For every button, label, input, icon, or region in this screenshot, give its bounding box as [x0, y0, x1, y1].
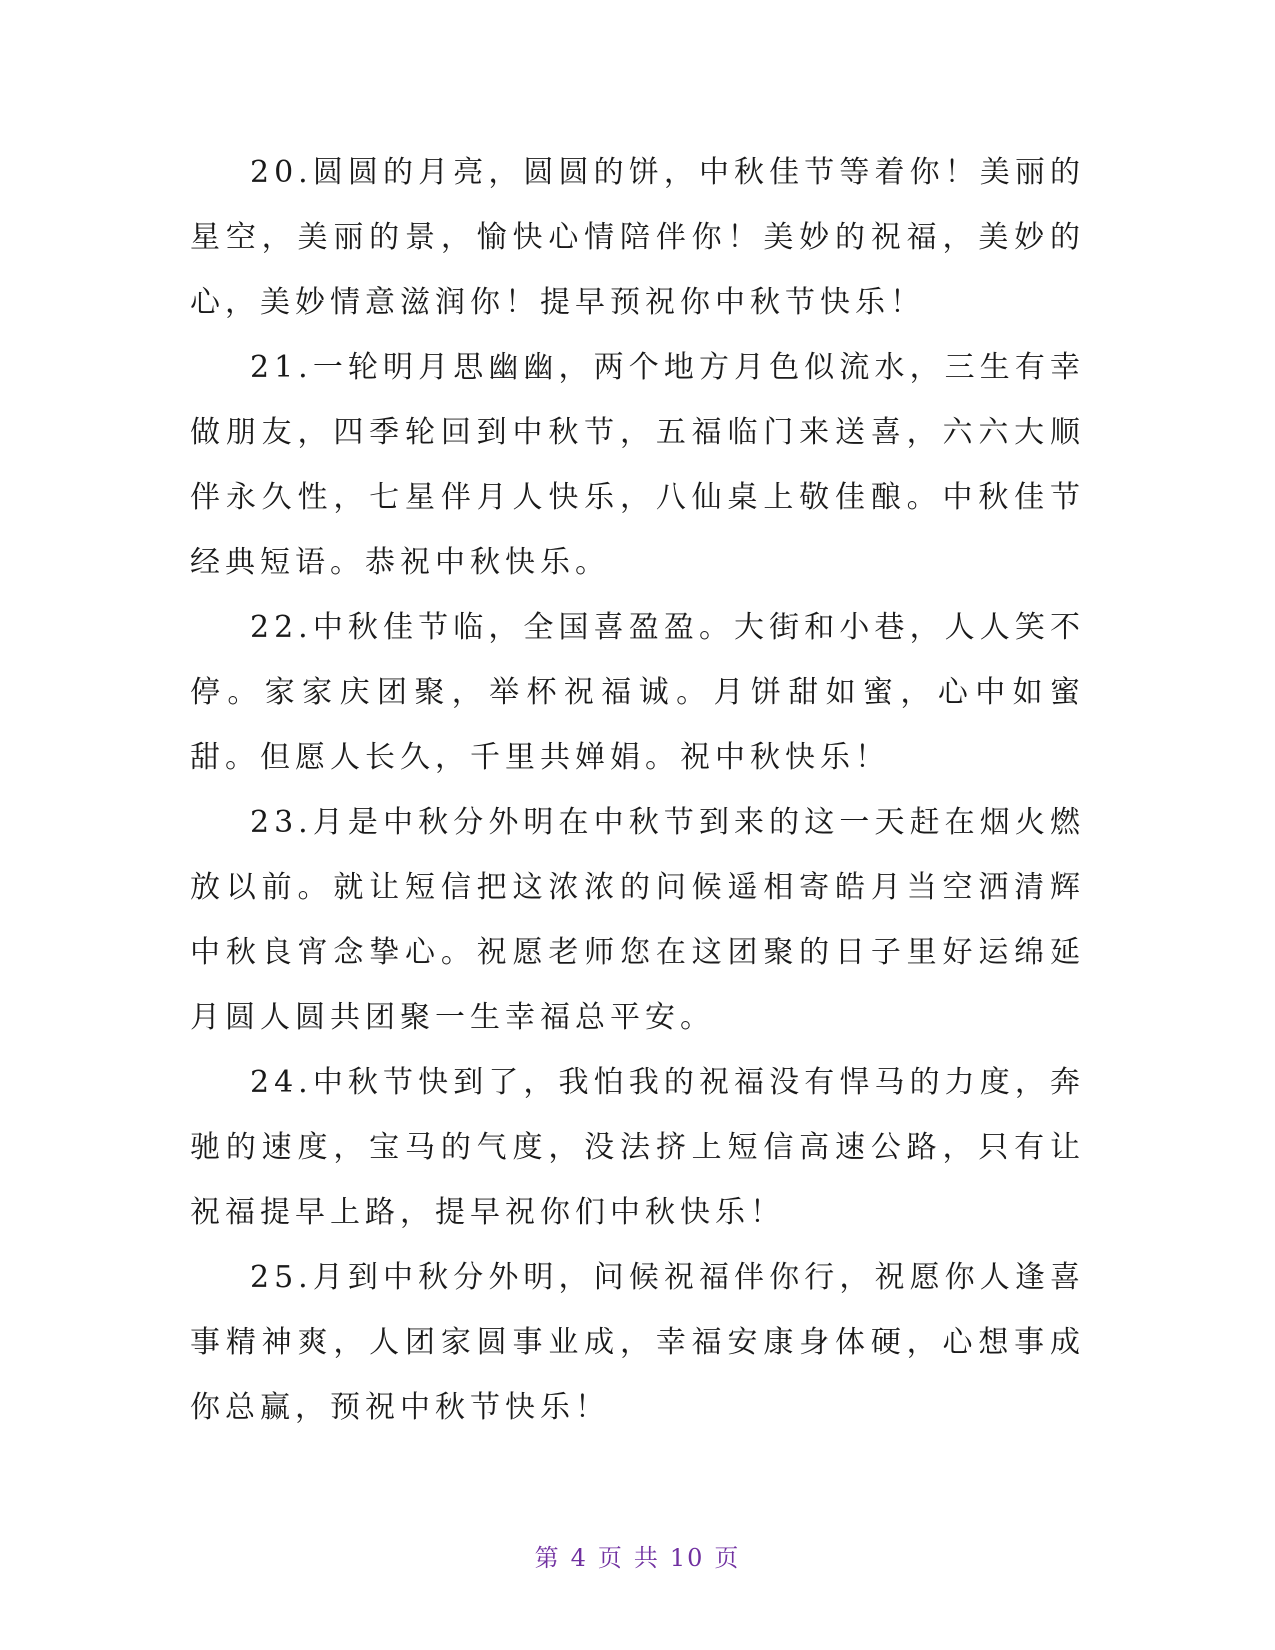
paragraph-22: 22.中秋佳节临，全国喜盈盈。大街和小巷，人人笑不停。家家庆团聚，举杯祝福诚。月饼甜如蜜，心中如蜜甜。但愿人长久，千里共婵娟。祝中秋快乐！ — [190, 610, 1085, 775]
footer-mid2: 共 — [633, 1544, 660, 1572]
footer-mid1: 页 — [597, 1544, 624, 1572]
paragraph-24: 24.中秋节快到了，我怕我的祝福没有悍马的力度，奔驰的速度，宝马的气度，没法挤上短信高速公路，只有让祝福提早上路，提早祝你们中秋快乐！ — [190, 1065, 1085, 1230]
paragraph-21: 21.一轮明月思幽幽，两个地方月色似流水，三生有幸做朋友，四季轮回到中秋节，五福临门来送喜，六六大顺伴永久性，七星伴月人快乐，八仙桌上敬佳酿。中秋佳节经典短语。恭祝中秋快乐。 — [190, 350, 1085, 580]
paragraph-20: 20.圆圆的月亮，圆圆的饼，中秋佳节等着你！美丽的星空，美丽的景，愉快心情陪伴你！美妙的祝福，美妙的心，美妙情意滋润你！提早预祝你中秋节快乐！ — [190, 155, 1085, 320]
document-body — [190, 140, 1085, 1440]
page-footer — [0, 1538, 1275, 1573]
footer-total-pages: 10 — [669, 1544, 705, 1572]
footer-prefix: 第 — [534, 1544, 561, 1572]
paragraph-25: 25.月到中秋分外明，问候祝福伴你行，祝愿你人逢喜事精神爽，人团家圆事业成，幸福安康身体硬，心想事成你总赢，预祝中秋节快乐！ — [190, 1260, 1085, 1425]
footer-current-page: 4 — [570, 1544, 588, 1572]
paragraph-23: 23.月是中秋分外明在中秋节到来的这一天赶在烟火燃放以前。就让短信把这浓浓的问候遥相寄皓月当空洒清辉中秋良宵念挚心。祝愿老师您在这团聚的日子里好运绵延月圆人圆共团聚一生幸福总平安。 — [190, 805, 1085, 1035]
footer-suffix: 页 — [714, 1544, 741, 1572]
